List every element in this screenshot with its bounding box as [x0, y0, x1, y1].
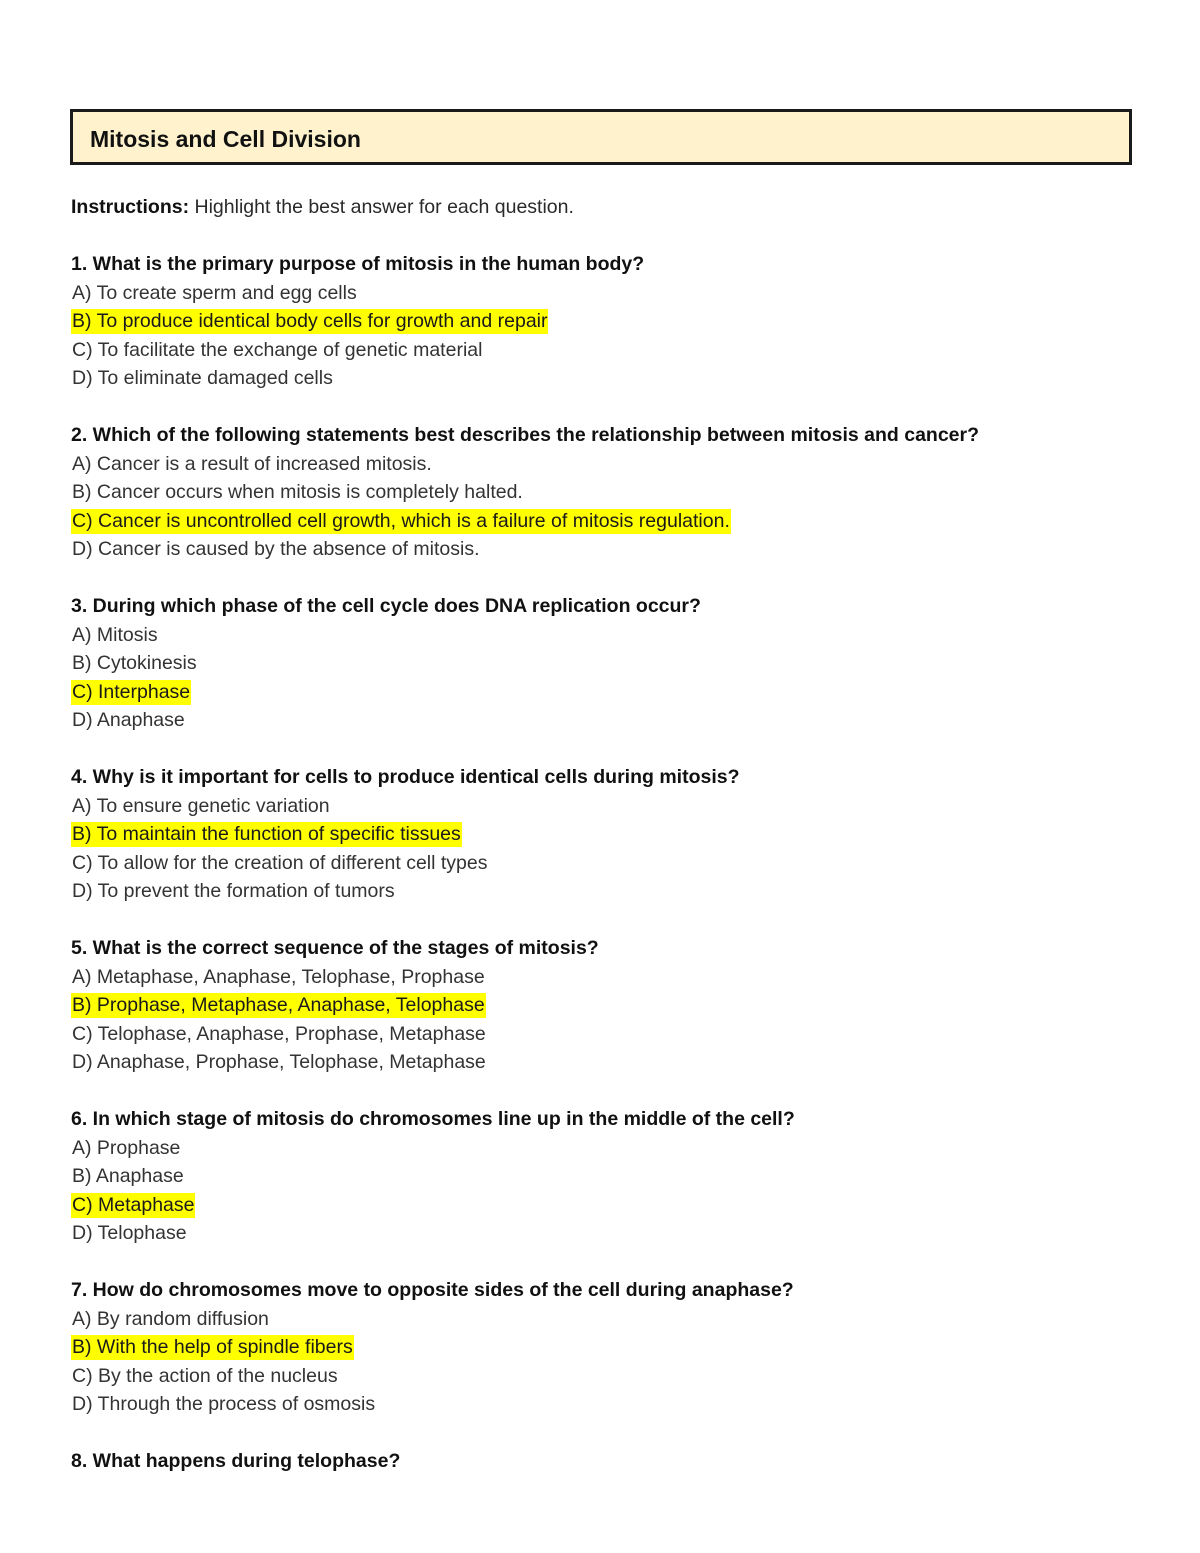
question-block	[71, 1447, 1171, 1476]
answer-option-text: A) To ensure genetic variation	[72, 794, 330, 817]
question-block	[71, 592, 1171, 735]
answer-option[interactable]	[71, 649, 1171, 678]
answer-option[interactable]	[71, 1048, 1171, 1077]
answer-option-highlighted[interactable]	[71, 507, 1171, 536]
answer-option-text: A) Mitosis	[72, 623, 158, 646]
answer-option-text: A) Cancer is a result of increased mitosis.	[72, 452, 432, 475]
answer-option[interactable]	[71, 279, 1171, 308]
answer-option[interactable]	[71, 963, 1171, 992]
question-text: 2. Which of the following statements best describes the relationship between mitosis and cancer?	[71, 424, 980, 446]
answer-option-text: B) With the help of spindle fibers	[72, 1336, 353, 1358]
answer-option[interactable]	[71, 1390, 1171, 1419]
question-list	[71, 222, 1171, 1476]
document-title: Mitosis and Cell Division	[90, 126, 361, 152]
answer-option[interactable]	[71, 478, 1171, 507]
question-text: 3. During which phase of the cell cycle does DNA replication occur?	[71, 595, 701, 617]
answer-option-text: C) Telophase, Anaphase, Prophase, Metaphase	[72, 1022, 486, 1045]
answer-option-text: C) By the action of the nucleus	[72, 1364, 338, 1387]
answer-option[interactable]	[71, 336, 1171, 365]
answer-option-text: A) Metaphase, Anaphase, Telophase, Prophase	[72, 965, 485, 988]
question-text: 1. What is the primary purpose of mitosis in the human body?	[71, 253, 645, 275]
answer-option-text: C) Cancer is uncontrolled cell growth, which is a failure of mitosis regulation.	[72, 509, 730, 532]
spacer	[71, 735, 1171, 764]
answer-option[interactable]	[71, 1134, 1171, 1163]
instructions-label: Instructions:	[71, 196, 190, 218]
answer-option-highlighted[interactable]	[71, 1333, 1171, 1362]
answer-option-text: B) Prophase, Metaphase, Anaphase, Telophase	[72, 994, 485, 1016]
title-box	[70, 109, 1132, 165]
answer-option-highlighted[interactable]	[71, 991, 1171, 1020]
answer-option-text: B) Cancer occurs when mitosis is completely halted.	[72, 481, 523, 503]
spacer	[71, 222, 1171, 251]
quiz-content	[71, 193, 1171, 1476]
question-text: 8. What happens during telophase?	[71, 1450, 401, 1472]
answer-option-text: B) Cytokinesis	[72, 652, 197, 674]
question-text: 6. In which stage of mitosis do chromosomes line up in the middle of the cell?	[71, 1108, 795, 1130]
spacer	[71, 1077, 1171, 1106]
spacer	[71, 906, 1171, 935]
answer-option[interactable]	[71, 849, 1171, 878]
answer-option-text: D) Anaphase	[72, 709, 185, 731]
answer-option-text: C) Interphase	[72, 680, 191, 703]
instructions	[71, 193, 1171, 222]
answer-option[interactable]	[71, 792, 1171, 821]
answer-option-text: B) To produce identical body cells for growth and repair	[72, 310, 548, 332]
answer-option[interactable]	[71, 1162, 1171, 1191]
answer-option-text: D) To eliminate damaged cells	[72, 367, 333, 389]
question-block	[71, 763, 1171, 906]
question-block	[71, 1105, 1171, 1248]
answer-option-text: C) To allow for the creation of different cell types	[72, 851, 488, 874]
question-block	[71, 1276, 1171, 1419]
spacer	[71, 1248, 1171, 1277]
answer-option[interactable]	[71, 1305, 1171, 1334]
answer-option[interactable]	[71, 706, 1171, 735]
question-text: 4. Why is it important for cells to produce identical cells during mitosis?	[71, 766, 740, 788]
answer-option-highlighted[interactable]	[71, 307, 1171, 336]
answer-option-text: B) Anaphase	[72, 1165, 184, 1187]
answer-option-text: C) Metaphase	[72, 1193, 195, 1216]
spacer	[71, 393, 1171, 422]
answer-option-text: B) To maintain the function of specific tissues	[72, 823, 461, 845]
answer-option[interactable]	[71, 621, 1171, 650]
answer-option-highlighted[interactable]	[71, 1191, 1171, 1220]
question-text: 7. How do chromosomes move to opposite sides of the cell during anaphase?	[71, 1279, 794, 1301]
answer-option-text: D) To prevent the formation of tumors	[72, 880, 395, 902]
answer-option-text: C) To facilitate the exchange of genetic material	[72, 338, 483, 361]
answer-option[interactable]	[71, 1020, 1171, 1049]
question-text: 5. What is the correct sequence of the stages of mitosis?	[71, 937, 599, 959]
answer-option-text: A) To create sperm and egg cells	[72, 281, 357, 304]
answer-option-text: D) Anaphase, Prophase, Telophase, Metaphase	[72, 1051, 486, 1073]
question-block	[71, 421, 1171, 564]
answer-option[interactable]	[71, 364, 1171, 393]
question-block	[71, 250, 1171, 393]
answer-option[interactable]	[71, 1219, 1171, 1248]
answer-option-highlighted[interactable]	[71, 678, 1171, 707]
answer-option[interactable]	[71, 877, 1171, 906]
answer-option-text: A) By random diffusion	[72, 1307, 269, 1330]
answer-option-text: D) Cancer is caused by the absence of mitosis.	[72, 538, 480, 560]
answer-option[interactable]	[71, 1362, 1171, 1391]
answer-option[interactable]	[71, 450, 1171, 479]
question-block	[71, 934, 1171, 1077]
instructions-text: Highlight the best answer for each question.	[194, 196, 574, 218]
spacer	[71, 1419, 1171, 1448]
spacer	[71, 564, 1171, 593]
answer-option-highlighted[interactable]	[71, 820, 1171, 849]
answer-option[interactable]	[71, 535, 1171, 564]
answer-option-text: D) Telophase	[72, 1222, 187, 1244]
answer-option-text: D) Through the process of osmosis	[72, 1393, 376, 1415]
answer-option-text: A) Prophase	[72, 1136, 181, 1159]
